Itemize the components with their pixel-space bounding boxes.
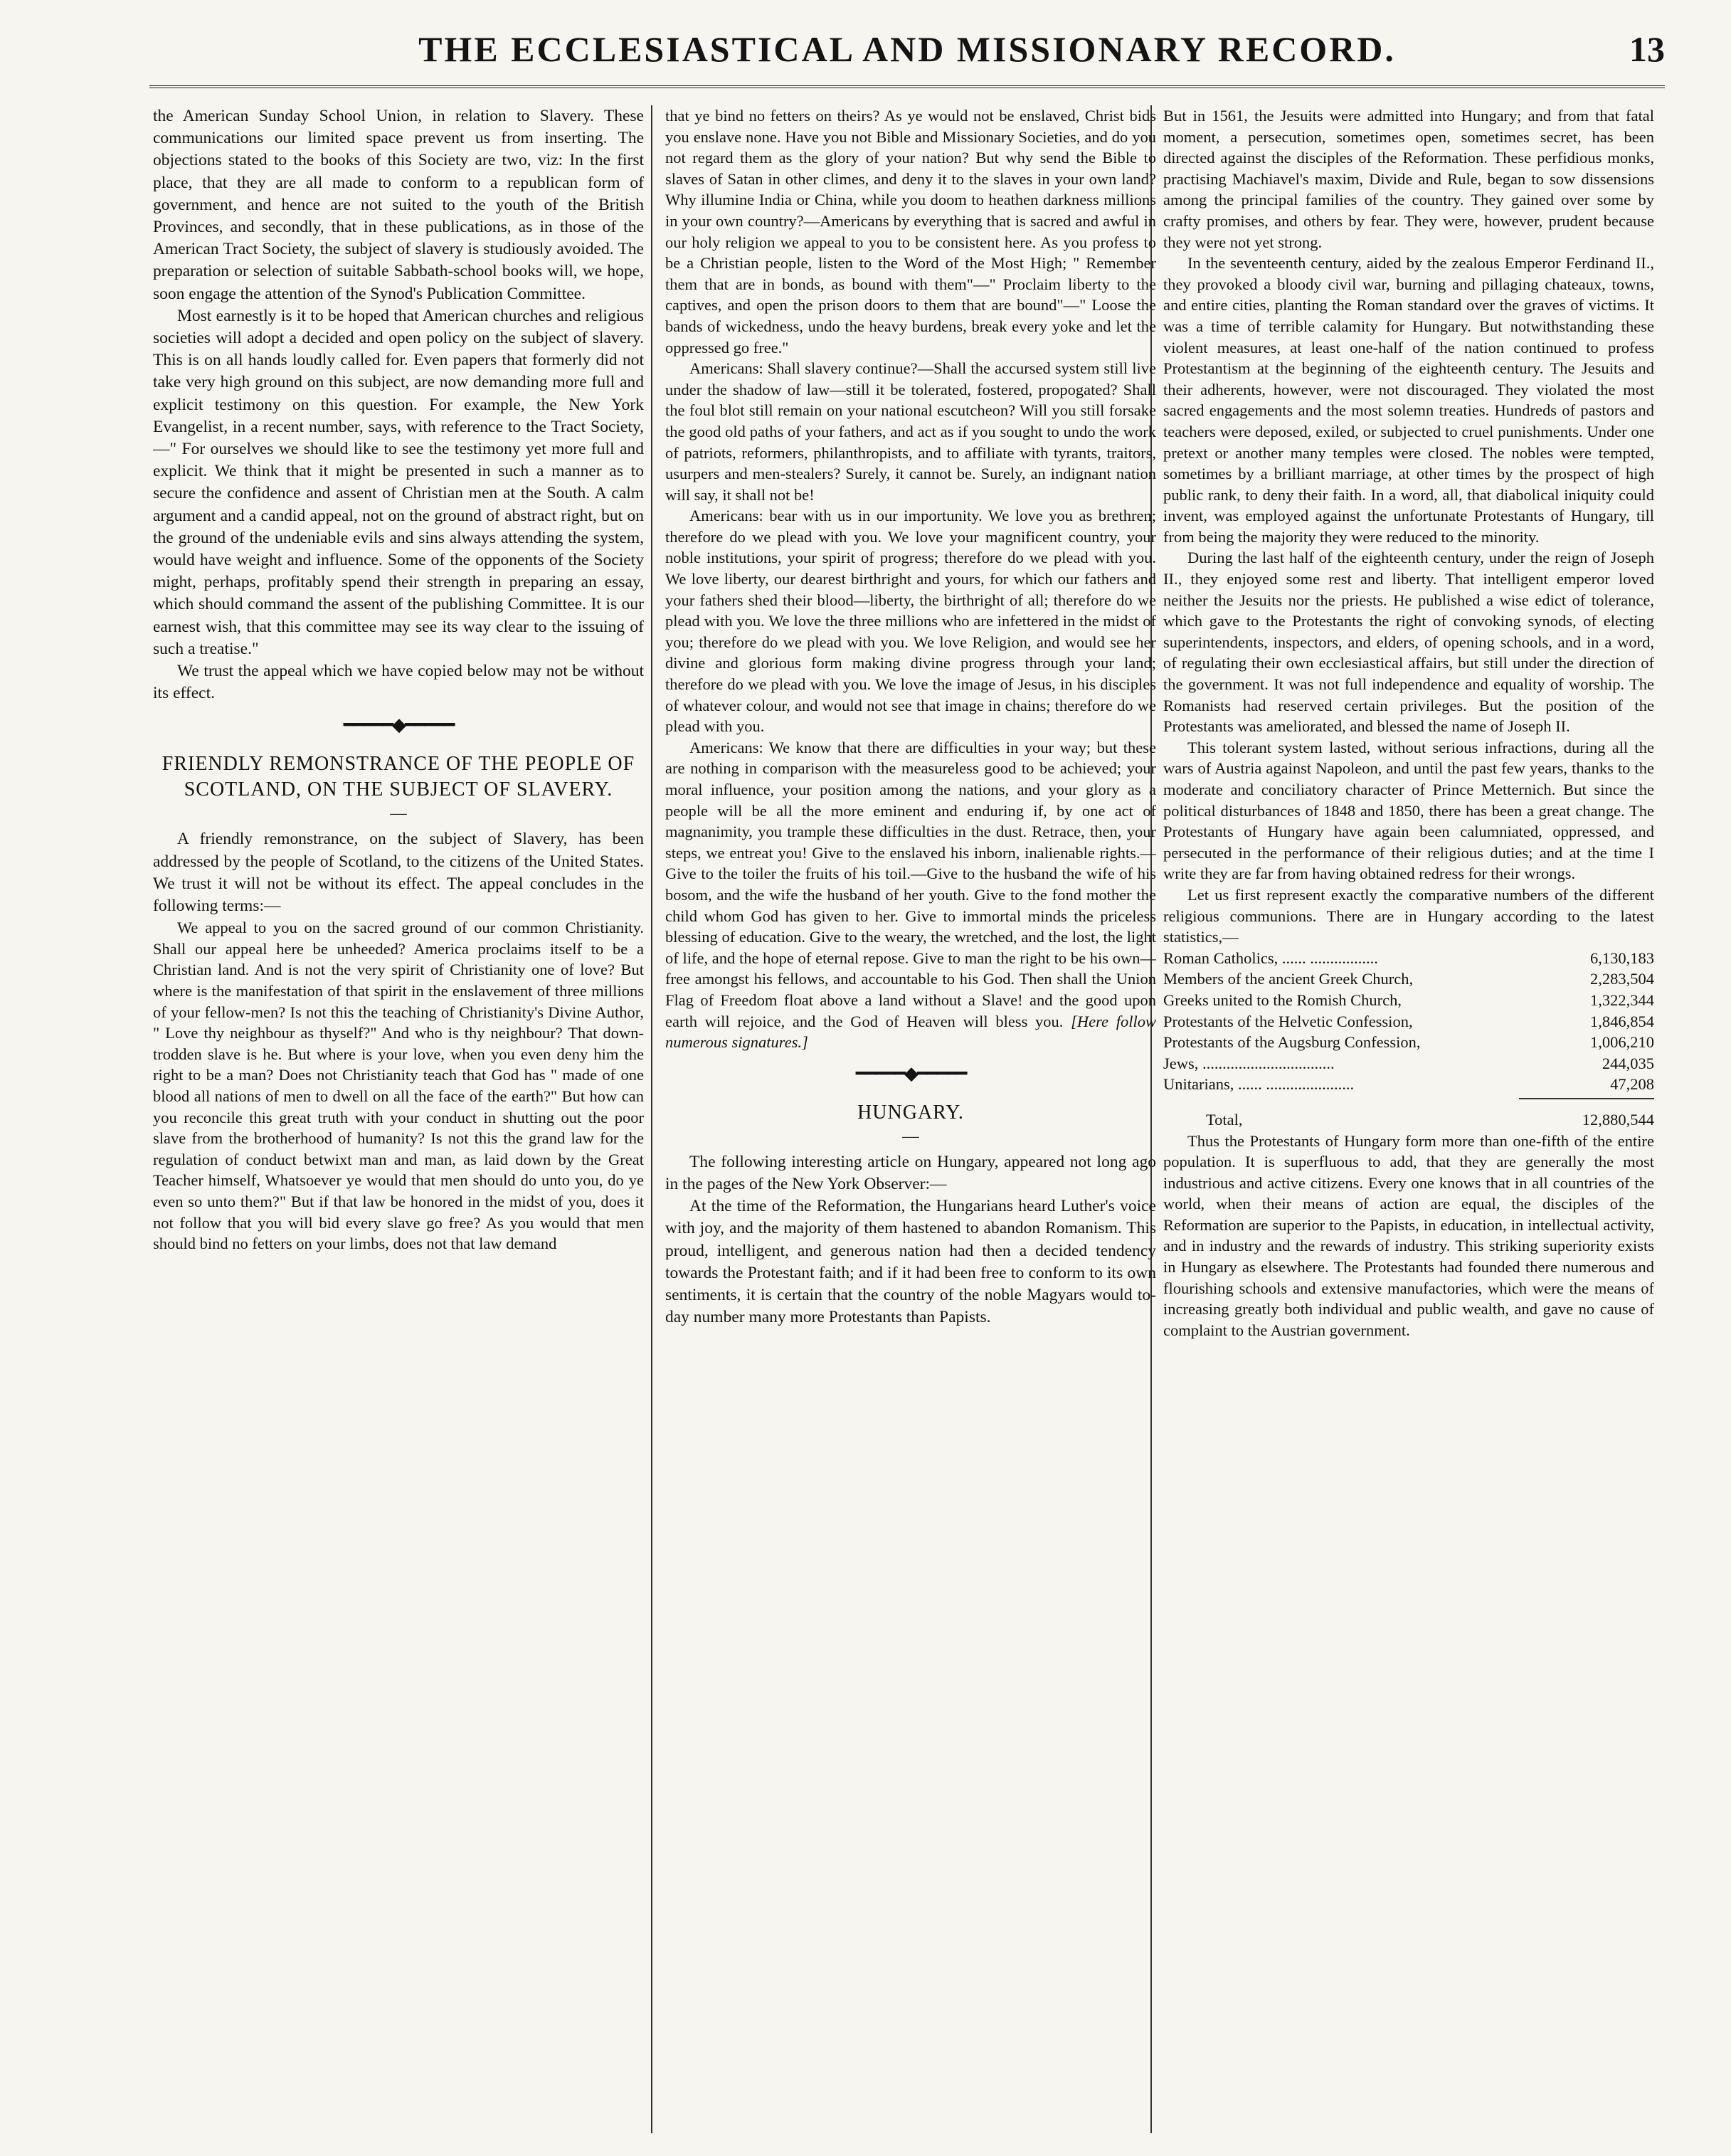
stat-total-row [1163,1109,1654,1131]
col2-paragraph: Americans: Shall slavery continue?—Shall the accursed system still live under the shadow of law—still it be tolerated, fostered, propogated? Shall the foul blot still remain on your national escutcheon? Will you still forsake the good old paths of your fathers, and act as if you sought to undo the work of patriots, reformers, philanthropists, and to affiliate with tyrants, traitors, usurpers and men-stealers? Surely, it cannot be. Surely, an indignant nation will say, it shall not be! [665,359,1156,504]
stat-value: 244,035 [1602,1054,1654,1072]
stat-label: Jews, ................................. [1163,1054,1335,1072]
stat-value: 2,283,504 [1590,970,1654,988]
stat-value: 6,130,183 [1590,948,1654,967]
page-number: 13 [1629,29,1665,69]
page-title: THE ECCLESIASTICAL AND MISSIONARY RECORD. [418,29,1396,69]
stat-row [1163,968,1654,990]
section-heading-remonstrance: FRIENDLY REMONSTRANCE OF THE PEOPLE OF SCOTLAND, ON THE SUBJECT OF SLAVERY. [162,753,635,801]
header-rule [149,85,1665,88]
col3-paragraph: This tolerant system lasted, without serious infractions, during all the wars of Austria against Napoleon, and until the past few years, thanks to the moderate and conciliatory character of Prince Metternich. But since the political disturbances of 1848 and 1850, there has been a great change. The Protestants of Hungary have again been calumniated, oppressed, and persecuted in the performance of their religious duties; and at the time I write they are far from having obtained redress for their wrongs. [1163,738,1654,883]
col1-paragraph: A friendly remonstrance, on the subject of Slavery, has been addressed by the people of Scotland, to the citizens of the United States. We trust it will not be without its effect. The appeal concludes in the following terms:— [153,830,644,916]
signatures-note: [Here follow numerous signatures.] [665,1012,1156,1052]
col3-paragraph: Let us first represent exactly the comparative numbers of the different religious communions. There are in Hungary according to the latest statistics,— [1163,885,1654,946]
stat-label: Protestants of the Augsburg Confession, [1163,1033,1421,1052]
col3-paragraph: Thus the Protestants of Hungary form more than one-fifth of the entire population. It is superfluous to add, that they are generally the most industrious and active citizens. Every one knows that in all countries of the world, when their means of action are equal, the disciples of the Reformation are superior to the Papists, in education, in intellectual activity, and in industry and the rewards of industry. This striking superiority exists in Hungary as elsewhere. The Protestants had founded there numerous and flourishing schools and extensive manufactories, which were the means of increasing greatly both individual and public wealth, and gave no cause of complaint to the Austrian government. [1163,1131,1654,1339]
col3-paragraph: But in 1561, the Jesuits were admitted into Hungary; and from that fatal moment, a persecution, sometimes open, sometimes secret, has been directed against the disciples of the Reformation. These perfidious monks, practising Machiavel's maxim, Divide and Rule, began to sow dissensions among the principal families of the country. They gained over some by crafty promises, and others by fear. They were, however, prudent because they were not yet strong. [1163,107,1654,251]
col2-paragraph: At the time of the Reformation, the Hungarians heard Luther's voice with joy, and the majority of them hastened to abandon Romanism. This proud, intelligent, and generous nation had then a decided tendency towards the Protestant faith; and if it had been free to conform to its own sentiments, it is certain that the country of the noble Magyars would to-day number many more Protestants than Papists. [665,1197,1156,1327]
column-2 [665,105,1156,2140]
stat-label: Roman Catholics, ...... ................. [1163,948,1378,967]
column-rule-left [651,105,652,2133]
stat-row [1163,1011,1654,1032]
stat-total-value: 12,880,544 [1582,1110,1654,1129]
stat-row [1163,1074,1654,1095]
section-ornament: ━━━━━◆━━━━━ [855,1062,966,1084]
col2-paragraph [665,737,1156,1053]
stat-total-label: Total, [1206,1110,1243,1129]
stat-label: Unitarians, ...... ...................... [1163,1075,1355,1094]
stat-value: 1,006,210 [1590,1033,1654,1052]
stat-value: 1,322,344 [1590,990,1654,1009]
col3-paragraph: In the seventeenth century, aided by the zealous Emperor Ferdinand II., they provoked a bloody civil war, burning and pillaging chateaux, towns, and entire cities, planting the Roman standard over the graves of victims. It was a time of terrible calamity for Hungary. But notwithstanding these violent measures, at least one-half of the nation continued to profess Protestantism at the beginning of the eighteenth century. The Jesuits and their adherents, however, were not discouraged. They violated the most sacred engagements and the most solemn treaties. Hundreds of pastors and teachers were deposed, exiled, or subjected to cruel punishments. Under one pretext or another many temples were closed. The nobles were tempted, sometimes by a brilliant marriage, at other times by the prospect of high public rank, to deny their faith. In a word, all, that diabolical iniquity could invent, was employed against the unfortunate Protestants of Hungary, till from being the majority they were reduced to the minority. [1163,254,1654,546]
statistics-table [1163,948,1654,1131]
heading-dash: — [902,1126,919,1146]
col1-paragraph: the American Sunday School Union, in relation to Slavery. These communications our limited space prevent us from inserting. The objections stated to the books of this Society are two, viz: In the first place, that they are all made to conform to a republican form of government, and hence are not suited to the youth of the British Provinces, and secondly, that in these publications, as in those of the American Tract Society, the subject of slavery is studiously avoided. The preparation or selection of suitable Sabbath-school books will, we hope, soon engage the attention of the Synod's Publication Committee. [153,107,644,303]
section-heading-hungary: HUNGARY. [857,1101,964,1124]
col2-paragraph-text: Americans: We know that there are difficulties in your way; but these are nothing in comparison with the measureless good to be achieved; your moral influence, your position among the nations, and your glory as a people will be all the more eminent and enduring if, by one act of magnanimity, you trample these difficulties in the dust. Retrace, then, your steps, we entreat you! Give to the enslaved his inborn, inalienable rights.—Give to the toiler the fruits of his toil.—Give to the husband the wife of his bosom, and the wife the husband of her youth. Give to the fond mother the child whom God has given to her. Give to immortal minds the priceless blessing of education. Give to the weary, the wretched, and the lost, the light of life, and the hope of eternal repose. Give to man the right to be his own—free amongst his fellows, and accountable to his God. Then shall the Union Flag of Freedom float above a land without a Slave! and the good upon earth will rejoice, and the God of Heaven will bless you. [665,738,1156,1030]
stat-label: Greeks united to the Romish Church, [1163,990,1402,1009]
stat-row [1163,1032,1654,1053]
col1-paragraph: Most earnestly is it to be hoped that American churches and religious societies will adopt a decided and open policy on the subject of slavery. This is on all hands loudly called for. Even papers that formerly did not take very high ground on this subject, are now demanding more full and explicit testimony on this question. For example, the New York Evangelist, in a recent number, says, with reference to the Tract Society,—" For ourselves we should like to see the testimony yet more full and explicit. We think that it might be presented in such a manner as to secure the confidence and assent of Christian men at the South. A calm argument and a candid appeal, not on the ground of abstract right, but on the ground of the undeniable evils and sins always attending the system, would have weight and influence. Some of the opponents of the Society might, perhaps, profitably spend their strength in preparing an essay, which should command the assent of the publishing Committee. It is our earnest wish, that this committee may see its way clear to the issuing of such a treatise." [153,306,644,658]
stat-label: Members of the ancient Greek Church, [1163,970,1414,988]
col3-paragraph: During the last half of the eighteenth century, under the reign of Joseph II., they enjoyed some rest and liberty. That intelligent emperor loved neither the Jesuits nor the priests. He published a wise edict of tolerance, which gave to the Protestants the right of convoking synods, of electing superintendents, inspectors, and elders, of opening schools, and in a word, of regulating their own ecclesiastical affairs, but still under the direction of the government. It was not full independence and equality of worship. The Romanists had reserved certain privileges. But the position of the Protestants was ameliorated, and blessed the name of Joseph II. [1163,549,1654,736]
stat-label: Protestants of the Helvetic Confession, [1163,1012,1413,1030]
column-1 [153,105,644,2140]
col2-paragraph: that ye bind no fetters on theirs? As ye would not be enslaved, Christ bids you enslave none. Have you not Bible and Missionary Societies, and do you not regard them as the glory of your nation? But why send the Bible to slaves of Satan in other climes, and deny it to the slaves in your own land? Why illumine India or China, while you doom to heathen darkness millions in your own country?—Americans by everything that is sacred and awful in our holy religion we appeal to you to be consistent here. As you profess to be a Christian people, listen to the Word of the Most High; " Remember them that are in bonds, as bound with them"—" Proclaim liberty to the captives, and open the prison doors to them that are bound"—" Loose the bands of wickedness, undo the heavy burdens, break every yoke and let the oppressed go free." [665,107,1156,356]
masthead [149,28,1665,85]
stat-value: 1,846,854 [1590,1012,1654,1030]
total-rule [1519,1098,1654,1099]
stat-row [1163,990,1654,1011]
col1-paragraph: We appeal to you on the sacred ground of our common Christianity. Shall our appeal here be unheeded? America proclaims itself to be a Christian land. And is not the very spirit of Christianity one of love? But where is the manifestation of that spirit in the enslavement of three millions of your fellow-men? Is not this the teaching of Christianity's Divine Author, " Love thy neighbour as thyself?" And who is thy neighbour? That down-trodden slave is he. But where is your love, when you even deny him the right to be a man? Does not Christianity teach that God has " made of one blood all nations of men to dwell on all the face of the earth?" But how can you reconcile this great truth with your conduct in shutting out the poor slave from the brotherhood of humanity? Is not this the grand law for the regulation of conduct betwixt man and man, as laid down by the Great Teacher himself, Whatsoever ye would that men should do unto you, do ye even so unto them?" But if that law be honored in the midst of you, does it not follow that you will bid every slave go free? As you would that men should bind no fetters on your limbs, does not that law demand [153,919,644,1253]
column-3 [1163,105,1654,2140]
stat-row [1163,1053,1654,1074]
section-ornament: ━━━━━◆━━━━━ [343,714,454,736]
col2-paragraph: Americans: bear with us in our importunity. We love you as brethren; therefore do we plead with you. We love your magnificent country, your noble institutions, your spirit of progress; therefore do we plead with you. We love liberty, our dearest birthright and yours, for which our fathers and your fathers shed their blood—liberty, the birthright of all; therefore do we plead with you. We love the three millions who are infettered in the midst of you; therefore do we plead with you. We love Religion, and would see her divine and glorious form making divine progress through your land; therefore do we plead with you. We love the image of Jesus, in his disciples of whatever colour, and would not see that image in chains; therefore do we plead with you. [665,507,1156,736]
col2-paragraph: The following interesting article on Hungary, appeared not long ago in the pages of the New York Observer:— [665,1152,1156,1193]
col1-paragraph: We trust the appeal which we have copied below may not be without its effect. [153,662,644,703]
heading-dash: — [390,804,407,823]
stat-row [1163,948,1654,969]
stat-value: 47,208 [1610,1075,1654,1094]
